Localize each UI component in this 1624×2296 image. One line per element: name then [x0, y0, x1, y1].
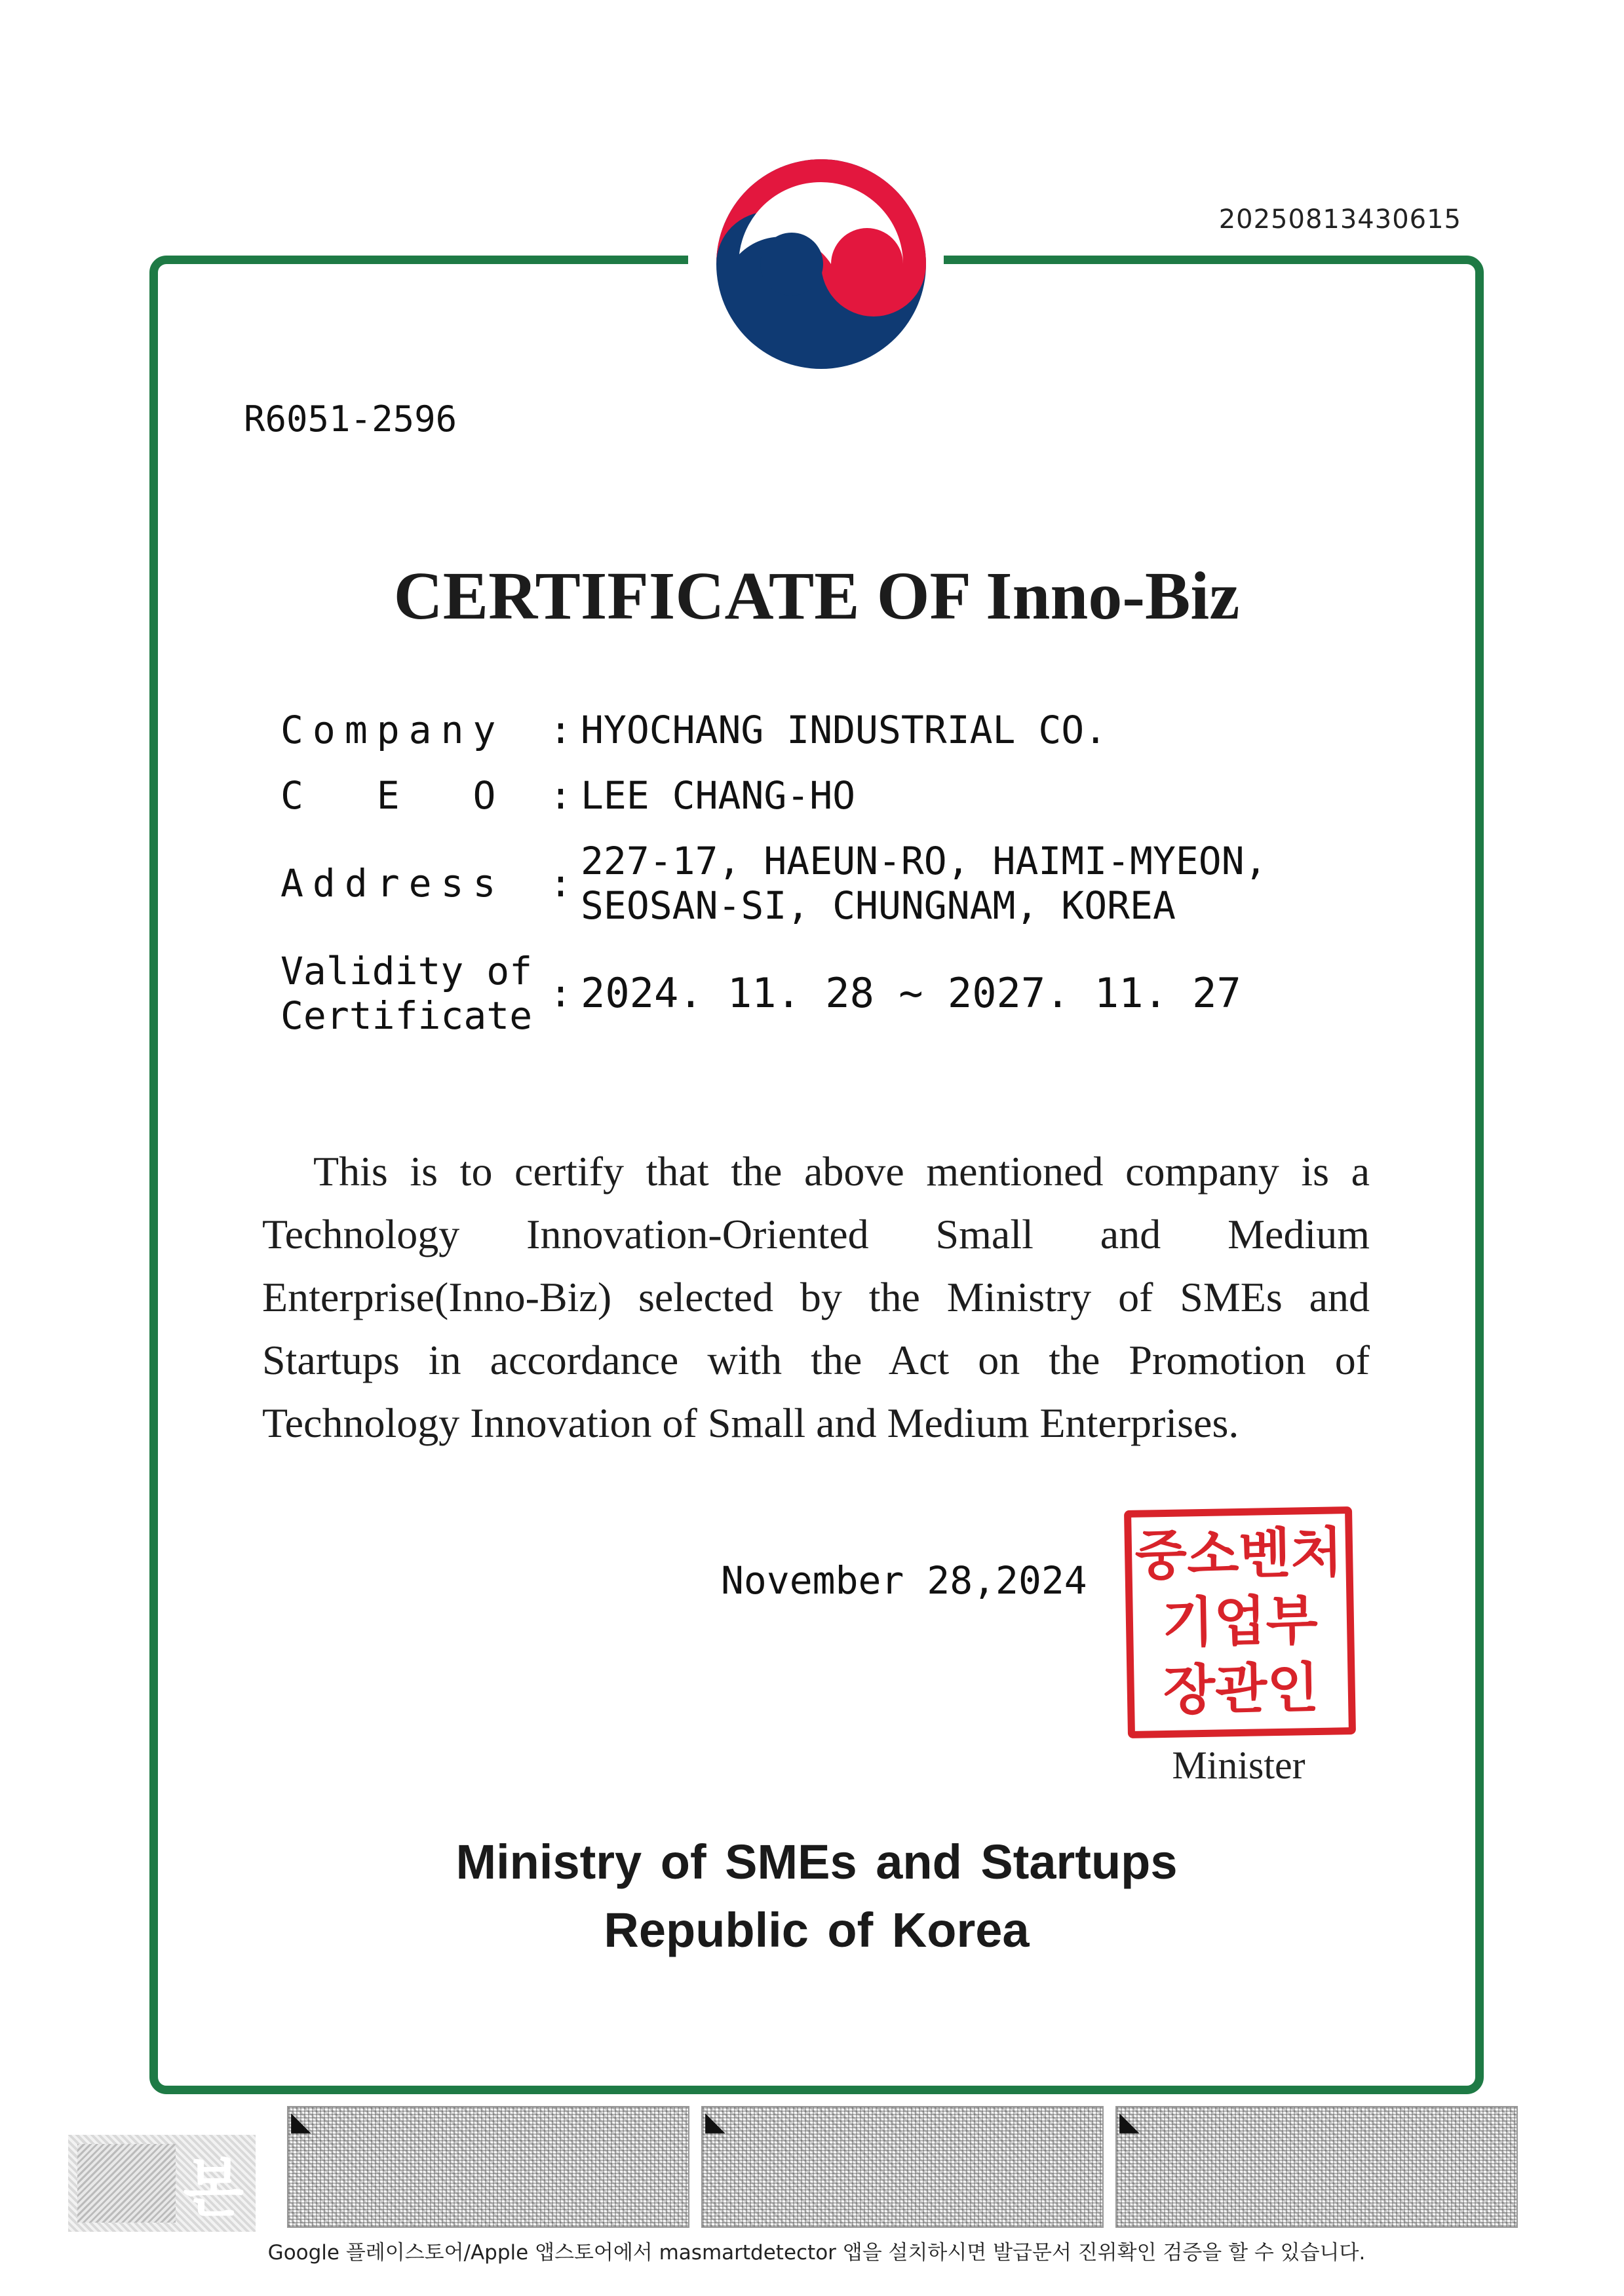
ceo-row — [280, 773, 1362, 818]
validity-label-line-2: Certificate — [280, 993, 533, 1038]
original-stamp — [68, 2135, 256, 2232]
verification-code-3 — [1115, 2106, 1518, 2228]
issuer-line-1: Ministry of SMEs and Startups — [455, 1835, 1178, 1889]
address-line-1: 227-17, HAEUN-RO, HAIMI-MYEON, — [581, 839, 1267, 883]
company-row — [280, 708, 1362, 752]
address-row — [280, 839, 1362, 928]
address-line-2: SEOSAN-SI, CHUNGNAM, KOREA — [581, 883, 1176, 928]
seal-line-2: 기업부 — [1161, 1589, 1319, 1655]
seal-line-1: 중소벤처 — [1134, 1521, 1344, 1588]
validity-label — [280, 949, 549, 1038]
official-seal — [1124, 1506, 1356, 1738]
stamp-char: 본 — [183, 2151, 244, 2225]
certification-statement: This is to certify that the above mentioned company is a Technology Innovation-Oriented Small and Medium Enterprise(Inno-Biz) selected by the Ministry of SMEs and Startups in accordance with the Act on the Promotion of Technology Innovation of Small and Medium Enterprises. — [262, 1148, 1370, 1446]
ceo-label: C E O — [280, 773, 505, 818]
validity-label-line-1: Validity of — [280, 949, 533, 993]
validity-row — [280, 949, 1362, 1038]
certificate-info — [280, 708, 1362, 1059]
issuer-line-2: Republic of Korea — [604, 1903, 1030, 1957]
colon: : — [549, 773, 572, 818]
code-marker-icon: ◣ — [705, 2107, 725, 2137]
colon: : — [549, 861, 572, 906]
address-value — [581, 839, 1362, 928]
colon: : — [549, 971, 572, 1016]
colon: : — [549, 708, 572, 752]
verification-note: Google 플레이스토어/Apple 앱스토어에서 masmartdetector 앱을 설치하시면 발급문서 진위확인 검증을 할 수 있습니다. — [267, 2241, 1366, 2265]
verification-code-1 — [287, 2106, 689, 2228]
validity-value: 2024. 11. 28 ~ 2027. 11. 27 — [581, 969, 1241, 1017]
certificate-title: CERTIFICATE OF Inno-Biz — [393, 558, 1240, 634]
stamp-pattern — [77, 2144, 176, 2223]
address-label: Address — [280, 861, 505, 906]
verification-code-2 — [701, 2106, 1104, 2228]
issuer-block — [149, 1828, 1484, 1964]
company-value: HYOCHANG INDUSTRIAL CO. — [581, 708, 1108, 752]
company-label: Company — [280, 708, 505, 752]
minister-label: Minister — [1172, 1744, 1305, 1787]
code-marker-icon: ◣ — [291, 2107, 311, 2137]
code-marker-icon: ◣ — [1119, 2107, 1140, 2137]
government-emblem-icon — [713, 156, 929, 372]
issue-date: November 28,2024 — [721, 1558, 1087, 1603]
seal-line-3: 장관인 — [1163, 1657, 1320, 1723]
ceo-value: LEE CHANG-HO — [581, 773, 856, 818]
document-number: 20250813430615 — [1218, 204, 1461, 235]
registration-number: R6051-2596 — [244, 398, 457, 440]
